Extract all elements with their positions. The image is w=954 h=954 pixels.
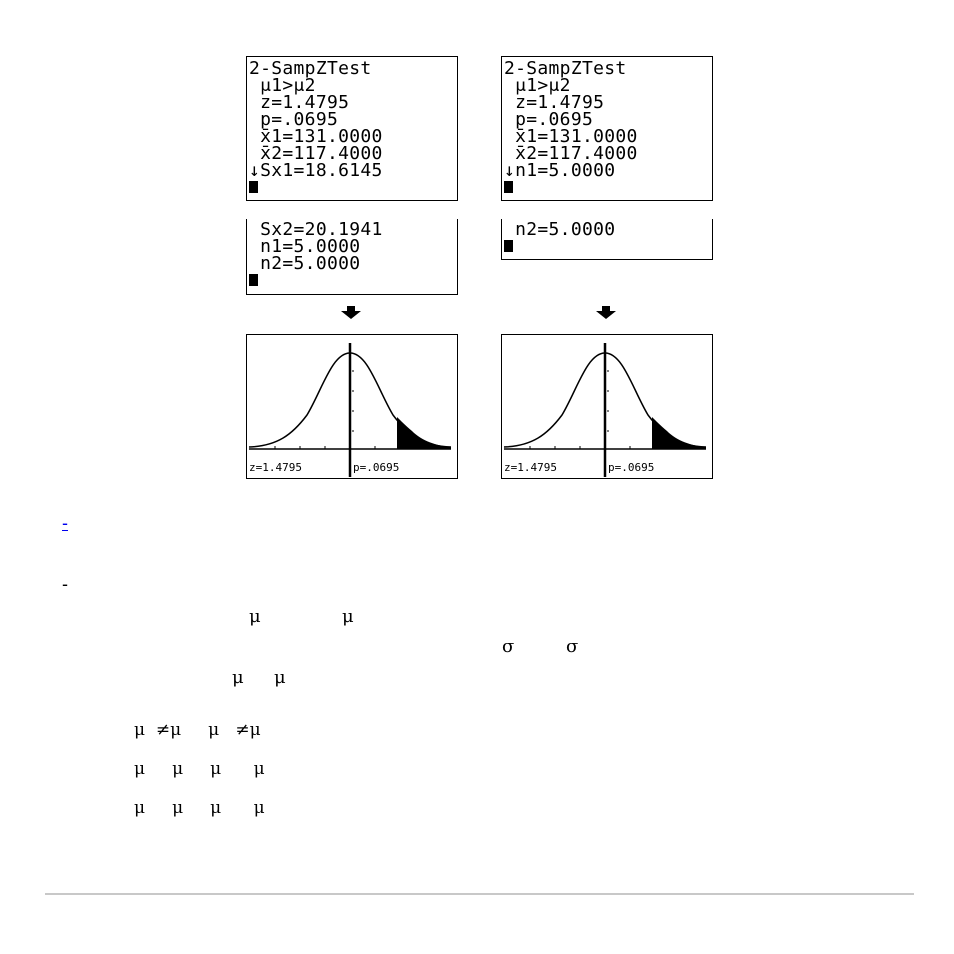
cursor-block xyxy=(249,274,258,286)
calc-graph-screen-right xyxy=(501,334,713,479)
cursor-block xyxy=(504,240,513,252)
cursor-block xyxy=(249,181,258,193)
cursor-block xyxy=(504,181,513,193)
calc-line: x̄1=131.0000 xyxy=(504,126,638,147)
calc-line: x̄2=117.4000 xyxy=(249,143,383,164)
calc-line: z=1.4795 xyxy=(249,92,350,113)
p-value-label: p=.0695 xyxy=(353,461,400,474)
calc-line: Sx2=20.1941 xyxy=(249,219,383,240)
mu-symbol: μ xyxy=(232,667,244,688)
sigma-symbol: σ xyxy=(502,636,515,657)
calc-graph-screen-left xyxy=(246,334,458,479)
calc-line: μ1>μ2 xyxy=(504,75,571,96)
calc-line: 2-SampZTest xyxy=(249,58,372,79)
section-link-dash[interactable]: - xyxy=(62,513,68,533)
calc-line: ↓n1=5.0000 xyxy=(504,160,616,181)
alternative-hypothesis-gt: μ μ μ μ xyxy=(134,798,265,818)
z-value-label: z=1.4795 xyxy=(249,461,302,474)
calc-line: 2-SampZTest xyxy=(504,58,627,79)
calc-line: p=.0695 xyxy=(504,109,594,130)
calc-line: p=.0695 xyxy=(249,109,339,130)
mu-symbol: μ xyxy=(342,606,354,627)
p-value-label: p=.0695 xyxy=(608,461,655,474)
footer-rule xyxy=(45,893,914,895)
calc-screen-results-left xyxy=(246,56,458,201)
calc-screen-scrolled-left xyxy=(246,219,458,295)
sigma-symbol: σ xyxy=(566,636,579,657)
calc-line: x̄2=117.4000 xyxy=(504,143,638,164)
shaded-tail xyxy=(397,417,451,449)
calc-line: n2=5.0000 xyxy=(249,253,361,274)
normal-curve-graph xyxy=(502,335,711,477)
shaded-tail xyxy=(652,417,706,449)
alternative-hypothesis-ne: μ ≠μ μ ≠μ xyxy=(134,720,261,740)
mu-symbol: μ xyxy=(274,667,286,688)
calc-line: n1=5.0000 xyxy=(249,236,361,257)
mu-symbol: μ xyxy=(249,606,261,627)
calc-line: x̄1=131.0000 xyxy=(249,126,383,147)
calc-line: n2=5.0000 xyxy=(504,219,616,240)
calc-screen-scrolled-right xyxy=(501,219,713,260)
calc-line: μ1>μ2 xyxy=(249,75,316,96)
calc-screen-results-right xyxy=(501,56,713,201)
z-value-label: z=1.4795 xyxy=(504,461,557,474)
normal-curve-graph xyxy=(247,335,456,477)
alternative-hypothesis-lt: μ μ μ μ xyxy=(134,759,265,779)
down-arrow-icon xyxy=(340,306,362,320)
calc-line: ↓Sx1=18.6145 xyxy=(249,160,383,181)
down-arrow-icon xyxy=(595,306,617,320)
section-dash: - xyxy=(62,574,68,594)
calc-line: z=1.4795 xyxy=(504,92,605,113)
